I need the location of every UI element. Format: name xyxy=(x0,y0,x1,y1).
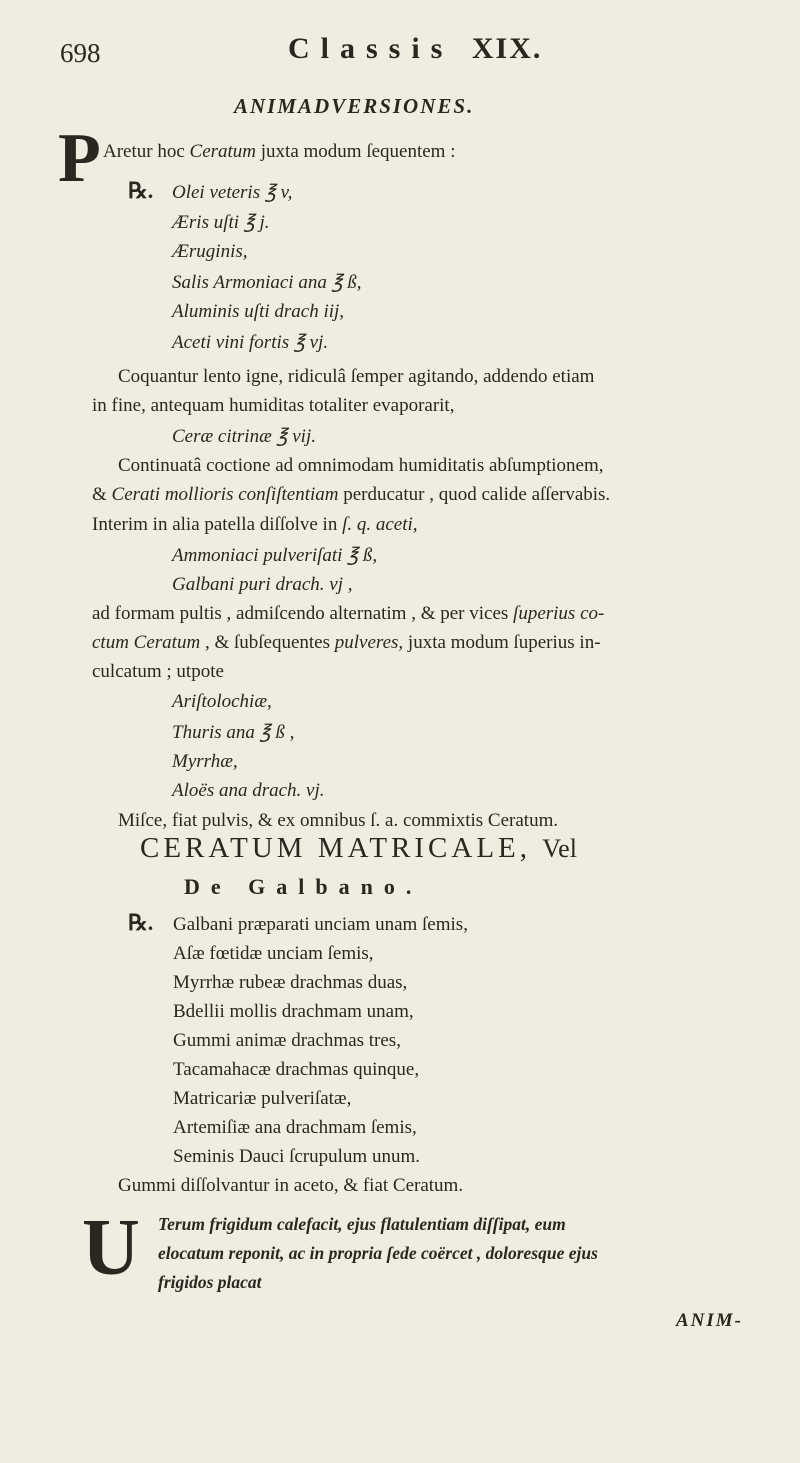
title-vel: Vel xyxy=(542,834,577,863)
ingredient-line: Matricariæ pulveriſatæ, xyxy=(173,1088,352,1109)
text-part: Interim in alia patella diſſolve in xyxy=(92,514,343,535)
drop-cap-p: P xyxy=(58,120,101,197)
text-line: culcatum ; utpote xyxy=(92,661,224,682)
text-line: Coquantur lento igne, ridiculâ ſemper agitando, addendo etiam xyxy=(118,366,595,387)
ingredient-line: Salis Armoniaci ana ℥ ß, xyxy=(172,272,362,293)
ingredient-line: Artemiſiæ ana drachmam ſemis, xyxy=(173,1117,417,1138)
ingredient-line: Olei veteris ℥ v, xyxy=(172,182,293,203)
intro-italic: Ceratum xyxy=(189,141,257,162)
ingredient-line: Æris uſti ℥ j. xyxy=(172,212,270,233)
text-italic: ſ. q. aceti, xyxy=(342,514,418,535)
text-line: in fine, antequam humiditas totaliter evaporarit, xyxy=(92,395,455,416)
text-line xyxy=(92,514,418,536)
ingredient-line: Æruginis, xyxy=(172,241,248,262)
running-title-word: Classis xyxy=(288,32,454,65)
text-line xyxy=(92,603,604,625)
ingredient-line: Myrrhæ, xyxy=(172,751,238,772)
catchword: ANIM- xyxy=(676,1310,744,1331)
section-title-ceratum-matricale xyxy=(140,832,577,865)
text-italic: ſuperius co- xyxy=(513,603,605,624)
ingredient-line: Bdellii mollis drachmam unam, xyxy=(173,1001,414,1022)
ingredient-line: Gummi animæ drachmas tres, xyxy=(173,1030,401,1051)
ingredient-line: Tacamahacæ drachmas quinque, xyxy=(173,1059,420,1080)
ingredient-line: Ariſtolochiæ, xyxy=(172,691,272,712)
recipe-symbol: ℞. xyxy=(128,910,154,935)
text-part: juxta modum ſuperius in- xyxy=(403,632,601,653)
intro-line xyxy=(103,141,456,163)
drop-cap-u: U xyxy=(82,1204,140,1292)
ingredient-line: Aloës ana drach. vj. xyxy=(172,780,325,801)
closing-line: Gummi diſſolvantur in aceto, & fiat Ceratum. xyxy=(118,1175,464,1196)
text-line xyxy=(92,484,610,506)
title-text: CERATUM MATRICALE, xyxy=(140,832,532,864)
text-part: , & ſubſequentes xyxy=(200,632,335,653)
text-italic: pulveres, xyxy=(334,632,404,653)
recipe-symbol: ℞. xyxy=(128,178,154,203)
text-line: Continuatâ coctione ad omnimodam humiditatis abſumptionem, xyxy=(118,455,604,476)
page-number: 698 xyxy=(60,38,101,68)
text-italic: Cerati mollioris conſiſtentiam xyxy=(111,484,339,505)
intro-text-b: juxta modum ſequentem : xyxy=(256,141,456,162)
ingredient-line: Ammoniaci pulveriſati ℥ ß, xyxy=(172,545,378,566)
ingredient-line: Galbani præparati unciam unam ſemis, xyxy=(173,914,468,935)
text-line: Terum frigidum calefacit, ejus flatulentiam diſſipat, eum xyxy=(158,1214,566,1234)
text-part: & xyxy=(92,484,112,505)
running-title xyxy=(288,32,542,66)
text-line: Miſce, fiat pulvis, & ex omnibus ſ. a. commixtis Ceratum. xyxy=(118,810,559,831)
text-part: ad formam pultis , admiſcendo alternatim , & per vices xyxy=(92,603,514,624)
ingredient-line: Aceti vini fortis ℥ vj. xyxy=(172,332,329,353)
ingredient-line: Aluminis uſti drach iij, xyxy=(172,301,345,322)
running-title-numeral: XIX. xyxy=(471,32,543,65)
text-line: frigidos placat xyxy=(158,1272,262,1292)
text-italic: ctum Ceratum xyxy=(92,632,201,653)
text-line xyxy=(92,632,601,654)
ingredient-line: Aſæ fœtidæ unciam ſemis, xyxy=(173,943,374,964)
section-title-animadversiones: ANIMADVERSIONES. xyxy=(234,94,475,118)
ingredient-line: Thuris ana ℥ ß , xyxy=(172,722,295,743)
ingredient-line: Myrrhæ rubeæ drachmas duas, xyxy=(173,972,408,993)
intro-text-a: Aretur hoc xyxy=(103,141,190,162)
ingredient-line: Galbani puri drach. vj , xyxy=(172,574,353,595)
text-line: elocatum reponit, ac in propria ſede coërcet , doloresque ejus xyxy=(158,1243,598,1263)
ingredient-line: Seminis Dauci ſcrupulum unum. xyxy=(173,1146,420,1167)
text-part: perducatur , quod calide aſſervabis. xyxy=(338,484,611,505)
ingredient-line: Ceræ citrinæ ℥ vij. xyxy=(172,426,316,447)
section-subtitle: De Galbano. xyxy=(184,874,423,899)
